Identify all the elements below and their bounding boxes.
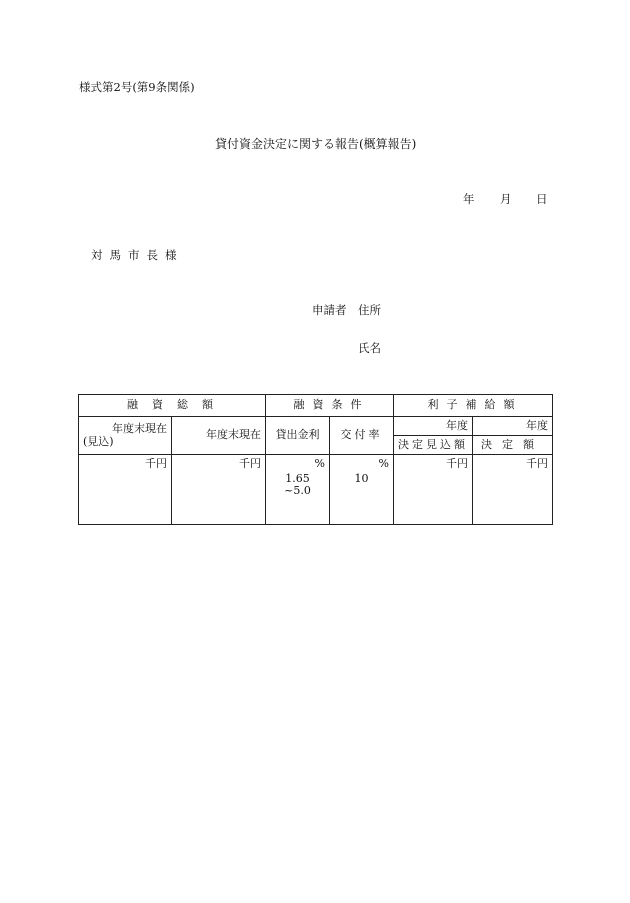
date-month-label: 月: [500, 192, 512, 206]
cell-decision-amount-unit: 千円: [526, 457, 548, 470]
header-loan-total: 融資総額: [79, 395, 266, 417]
applicant-label: 申請者: [312, 303, 347, 317]
subheader-year-end-estimate-line1: 年度末現在: [112, 421, 167, 435]
addressee: 対馬市長様: [91, 248, 184, 262]
loan-report-table: [78, 394, 553, 525]
subheader-subsidy-year-2: 年度: [473, 417, 553, 436]
subheader-lending-rate: 貸出金利: [266, 417, 330, 455]
cell-lending-rate: [266, 455, 330, 525]
cell-loan-current: [172, 455, 266, 525]
subheader-grant-rate: 交付率: [330, 417, 394, 455]
cell-decision-estimate-unit: 千円: [446, 457, 468, 470]
form-number: 様式第2号(第9条関係): [79, 80, 195, 94]
cell-grant-rate-unit: %: [378, 457, 389, 470]
applicant-name-label: 氏名: [358, 341, 381, 355]
subheader-year-end-current: 年度末現在: [172, 417, 266, 455]
date-year-label: 年: [463, 192, 475, 206]
cell-lending-rate-value-line2: ~5.0: [284, 484, 311, 498]
cell-loan-estimate-unit: 千円: [145, 457, 167, 470]
subheader-decision-amount: 決定額: [473, 436, 553, 455]
header-interest-subsidy: 利子補給額: [394, 395, 553, 417]
cell-loan-estimate: [79, 455, 172, 525]
subheader-decision-estimate: 決定見込額: [394, 436, 473, 455]
subheader-subsidy-year-1: 年度: [394, 417, 473, 436]
applicant-address-label: 住所: [358, 303, 381, 317]
cell-loan-current-unit: 千円: [239, 457, 261, 470]
cell-grant-rate-value: 10: [354, 471, 369, 485]
subheader-year-end-estimate: [79, 417, 172, 455]
cell-grant-rate: [330, 455, 394, 525]
cell-decision-estimate: [394, 455, 473, 525]
subheader-year-end-estimate-line2: (見込): [83, 434, 114, 448]
date-day-label: 日: [536, 192, 548, 206]
cell-lending-rate-unit: %: [314, 457, 325, 470]
cell-decision-amount: [473, 455, 553, 525]
header-loan-terms: 融資条件: [266, 395, 394, 417]
document-title: 貸付資金決定に関する報告(概算報告): [215, 137, 417, 151]
cell-lending-rate-value-line1: 1.65: [285, 471, 310, 485]
